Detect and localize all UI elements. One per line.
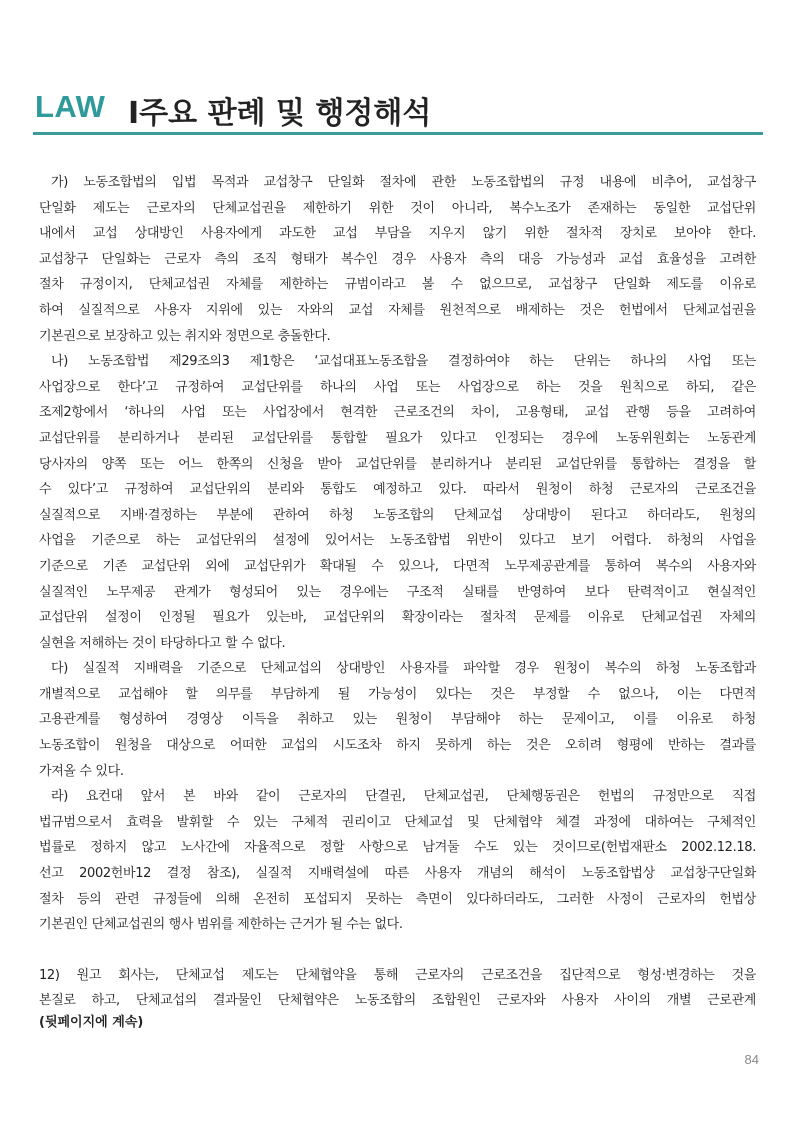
section-title: Ⅰ주요 판례 및 행정해석	[128, 96, 432, 131]
text-line: 가) 노동조합법의 입법 목적과 교섭창구 단일화 절차에 관한 노동조합법의 규정 내용에 비추어, 교섭창구	[51, 175, 756, 190]
paragraph-gap	[39, 938, 756, 963]
text-line: 본질로 하고, 단체교섭의 결과물인 단체협약은 노동조합의 조합원인 근로자와 사용자 사이의 개별 근로관계	[39, 993, 756, 1009]
text-line: 교섭단위 설정이 인정될 필요가 있는바, 교섭단위의 확장이라는 절차적 문제를 이유로 단체교섭권 자체의	[39, 610, 756, 626]
paragraph-da	[39, 656, 756, 784]
paragraph-ga	[39, 170, 756, 349]
text-line: 가져올 수 있다.	[39, 763, 124, 779]
text-line: 선고 2002헌바12 결정 참조), 실질적 지배력설에 따른 사용자 개념의 해석이 노동조합법상 교섭창구단일화	[39, 866, 756, 882]
text-line: 내에서 교섭 상대방인 사용자에게 과도한 교섭 부담을 지우지 않기 위한 절차적 장치로 보아야 한다.	[39, 226, 756, 242]
text-line: 나) 노동조합법 제29조의3 제1항은 ‘교섭대표노동조합을 결정하여야 하는 단위는 하나의 사업 또는	[51, 354, 756, 370]
text-line: 기본권으로 보장하고 있는 취지와 정면으로 충돌한다.	[39, 328, 331, 344]
paragraph-ra	[39, 784, 756, 938]
section-header	[33, 86, 763, 135]
text-line: 법규범으로서 효력을 발휘할 수 있는 구체적 권리이고 단체교섭 및 단체협약 체결 과정에 대하여는 구체적인	[39, 814, 756, 830]
continue-note: (뒷페이지에 계속)	[39, 1015, 144, 1030]
text-line: 당사자의 양쪽 또는 어느 한쪽의 신청을 받아 교섭단위를 분리하거나 분리된 교섭단위를 통합하는 결정을 할	[39, 456, 756, 472]
text-line: 하여 실질적으로 사용자 지위에 있는 자와의 교섭 자체를 원천적으로 배제하는 것은 헌법에서 단체교섭권을	[39, 302, 756, 318]
paragraph-12	[39, 963, 756, 1014]
text-line: 교섭창구 단일화는 근로자 측의 조직 형태가 복수인 경우 사용자 측의 대응 가능성과 교섭 효율성을 고려한	[39, 251, 756, 267]
text-line: 기준으로 기존 교섭단위 외에 교섭단위가 확대될 수 있으나, 다면적 노무제공관계를 통하여 복수의 사용자와	[39, 558, 756, 574]
text-line: 절차 규정이지, 단체교섭권 자체를 제한하는 규범이라고 볼 수 없으므로, 교섭창구 단일화 제도를 이유로	[39, 277, 756, 293]
paragraph-na	[39, 349, 756, 656]
text-line: 교섭단위를 분리하거나 분리된 교섭단위를 통합할 필요가 있다고 인정되는 경우에 노동위원회는 노동관계	[39, 430, 756, 446]
text-line: 절차 등의 관련 규정들에 의해 온전히 포섭되지 못하는 측면이 있다하더라도, 그러한 사정이 근로자의 헌법상	[39, 891, 756, 907]
text-line: 고용관계를 형성하여 경영상 이득을 취하고 있는 원청이 부담해야 하는 문제이고, 이를 이유로 하청	[39, 712, 756, 728]
text-line: 수 있다’고 규정하여 교섭단위의 분리와 통합도 예정하고 있다. 따라서 원청이 하청 근로자의 근로조건을	[39, 482, 756, 498]
text-line: 사업장으로 한다’고 규정하여 교섭단위를 하나의 사업 또는 사업장으로 하는 것을 원칙으로 하되, 같은	[39, 379, 756, 395]
text-line: 법률로 정하지 않고 노사간에 자율적으로 정할 사항으로 남겨둘 수도 있는 것이므로(헌법재판소 2002.12.18.	[39, 840, 756, 856]
text-line: 라) 요컨대 앞서 본 바와 같이 근로자의 단결권, 단체교섭권, 단체행동권은 헌법의 규정만으로 직접	[51, 789, 756, 805]
text-line: 기본권인 단체교섭권의 행사 범위를 제한하는 근거가 될 수는 없다.	[39, 917, 403, 933]
text-line: 개별적으로 교섭해야 할 의무를 부담하게 될 가능성이 있다는 것은 부정할 수 없으나, 이는 다면적	[39, 686, 756, 702]
law-label: LAW	[35, 89, 106, 124]
text-line: 조제2항에서 ‘하나의 사업 또는 사업장에서 현격한 근로조건의 차이, 고용형태, 교섭 관행 등을 고려하여	[39, 405, 756, 421]
text-line: 실현을 저해하는 것이 타당하다고 할 수 없다.	[39, 635, 286, 651]
text-line: 사업을 기준으로 하는 교섭단위의 설정에 있어서는 노동조합법 위반이 있다고 보기 어렵다. 하청의 사업을	[39, 533, 756, 549]
document-body	[39, 170, 756, 1032]
text-line: 12) 원고 회사는, 단체교섭 제도는 단체협약을 통해 근로자의 근로조건을 집단적으로 형성·변경하는 것을	[39, 967, 756, 983]
page-number: 84	[744, 1052, 759, 1067]
text-line: 실질적인 노무제공 관계가 형성되어 있는 경우에는 구조적 실태를 반영하여 보다 탄력적이고 현실적인	[39, 584, 756, 600]
text-line: 실질적으로 지배·결정하는 부분에 관하여 하청 노동조합의 단체교섭 상대방이 된다고 하더라도, 원청의	[39, 507, 756, 523]
text-line: 다) 실질적 지배력을 기준으로 단체교섭의 상대방인 사용자를 파악할 경우 원청이 복수의 하청 노동조합과	[51, 661, 756, 677]
text-line: 단일화 제도는 근로자의 단체교섭권을 제한하기 위한 것이 아니라, 복수노조가 존재하는 동일한 교섭단위	[39, 200, 756, 216]
text-line: 노동조합이 원청을 대상으로 어떠한 교섭의 시도조차 하지 못하게 하는 것은 오히려 형평에 반하는 결과를	[39, 738, 756, 754]
